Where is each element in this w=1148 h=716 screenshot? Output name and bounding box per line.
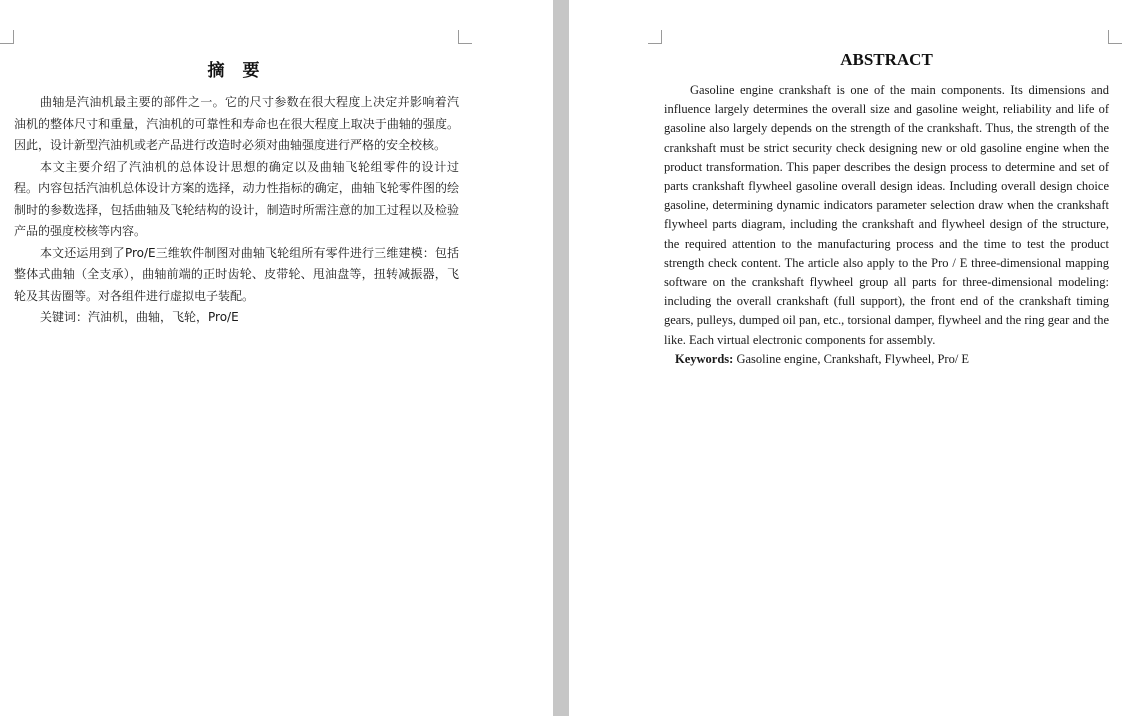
crop-mark-top-right: [1108, 30, 1122, 44]
crop-mark-top-right: [458, 30, 472, 44]
document-page-english: [569, 0, 1148, 716]
crop-mark-top-left: [648, 30, 662, 44]
chinese-abstract-title: 摘 要: [207, 61, 266, 81]
chinese-abstract-body[interactable]: [14, 92, 459, 329]
english-keywords[interactable]: [664, 350, 1109, 369]
english-abstract-title: ABSTRACT: [840, 50, 933, 69]
crop-mark-top-left: [0, 30, 14, 44]
english-paragraph-1[interactable]: Gasoline engine crankshaft is one of the main components. Its dimensions and influence largely determines the overall size and gasoline weight, reliability and life of gasoline also largely depends on the strength of the crankshaft. Thus, the strength of the crankshaft must be strict security check designing new or old gasoline engine when the product transformation. This paper describes the design process to determine and set of parts crankshaft flywheel gasoline overall design ideas. Including overall design choice gasoline, determining dynamic indicators parameter selection draw when the crankshaft flywheel parts diagram, including the crankshaft and flywheel design of the structure, the required attention to the manufacturing process and the time to test the product strength check content. The article also apply to the Pro / E three-dimensional mapping software on the crankshaft flywheel group all parts for three-dimensional modeling: including the overall crankshaft (full support), the front end of the crankshaft timing gears, pulleys, dumped oil pan, etc., torsional damper, flywheel and the ring gear and the like. Each virtual electronic components for assembly.: [664, 83, 1109, 347]
keywords-value: Gasoline engine, Crankshaft, Flywheel, Pro/ E: [736, 351, 970, 366]
document-page-chinese: [0, 0, 553, 716]
keywords-label: Keywords:: [675, 351, 734, 366]
english-abstract-body[interactable]: [664, 81, 1109, 369]
page-gutter: [553, 0, 569, 716]
chinese-paragraph-3[interactable]: 本文还运用到了Pro/E三维软件制图对曲轴飞轮组所有零件进行三维建模：包括整体式曲轴（全支承），曲轴前端的正时齿轮、皮带轮、甩油盘等，扭转减振器，飞轮及其齿圈等。对各组件进行虚拟电子装配。: [14, 245, 459, 303]
chinese-paragraph-2[interactable]: 本文主要介绍了汽油机的总体设计思想的确定以及曲轴飞轮组零件的设计过程。内容包括汽油机总体设计方案的选择，动力性指标的确定，曲轴飞轮零件图的绘制时的参数选择，包括曲轴及飞轮结构的设计，制造时所需注意的加工过程以及检验产品的强度校核等内容。: [14, 159, 459, 238]
chinese-paragraph-1[interactable]: 曲轴是汽油机最主要的部件之一。它的尺寸参数在很大程度上决定并影响着汽油机的整体尺寸和重量，汽油机的可靠性和寿命也在很大程度上取决于曲轴的强度。因此，设计新型汽油机或老产品进行改造时必须对曲轴强度进行严格的安全校核。: [14, 95, 459, 152]
chinese-keywords[interactable]: 关键词：汽油机，曲轴，飞轮，Pro/E: [40, 310, 239, 324]
